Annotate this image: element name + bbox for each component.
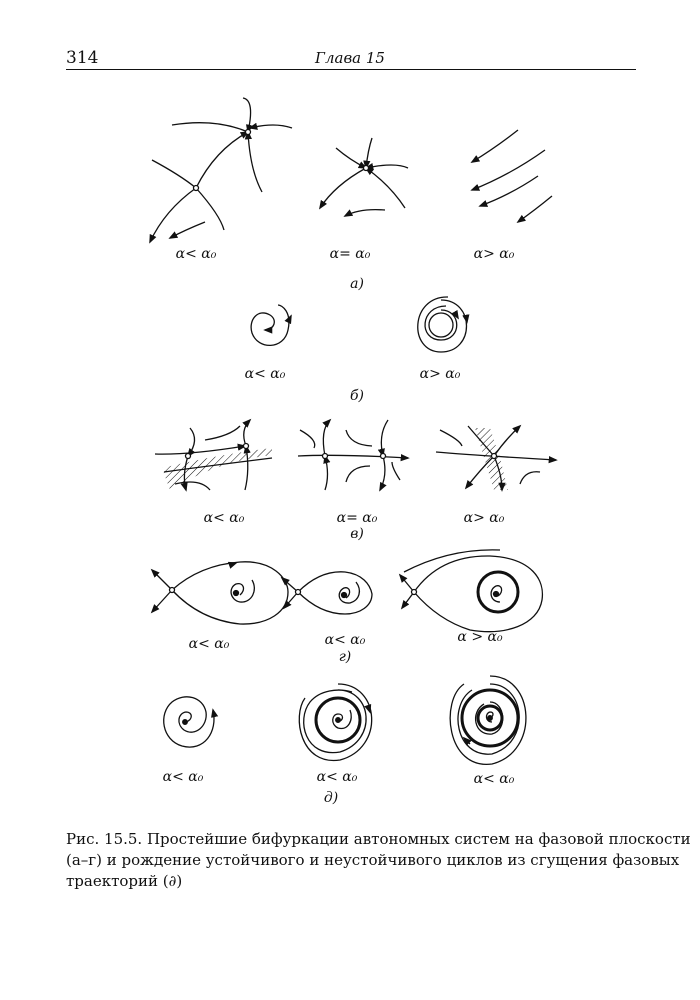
row-letter-label: б) (349, 388, 365, 404)
row-letter-label: а) (350, 276, 364, 292)
panel-condition-label: α> α₀ (463, 510, 505, 526)
panel-condition-label: α< α₀ (244, 366, 286, 382)
panel-condition-label: α> α₀ (473, 246, 515, 262)
caption-line-1: Рис. 15.5. Простейшие бифуркации автономных систем на фазовой плоскости (66, 830, 691, 848)
row-v-panel-3 (436, 426, 556, 490)
chapter-title: Глава 15 (315, 49, 385, 67)
panel-condition-label: α< α₀ (473, 771, 515, 787)
page-number: 314 (66, 48, 99, 68)
row-b-panel-2 (418, 297, 467, 352)
caption-line-3: траекторий (∂) (66, 872, 183, 890)
row-letter-label: в) (350, 526, 364, 542)
row-g-panel-2 (282, 572, 372, 614)
row-d-panel-1 (164, 697, 214, 747)
row-b-panel-1 (251, 305, 291, 345)
panel-condition-label: α< α₀ (175, 246, 217, 262)
panel-condition-label: α< α₀ (324, 632, 366, 648)
panel-condition-label: α< α₀ (188, 636, 230, 652)
figure-caption (66, 829, 691, 892)
panel-condition-label: α< α₀ (316, 769, 358, 785)
panel-condition-label: α< α₀ (203, 510, 245, 526)
panel-condition-label: α> α₀ (419, 366, 461, 382)
row-g-panel-1 (152, 562, 288, 624)
row-d-panel-3 (450, 676, 526, 764)
panel-condition-label: α< α₀ (162, 769, 204, 785)
row-a-panel-3 (472, 130, 552, 222)
row-a-panel-1 (150, 98, 292, 242)
row-v-panel-2 (298, 420, 408, 490)
row-letter-label: г) (338, 649, 352, 665)
panel-condition-label: α > α₀ (457, 629, 503, 645)
panel-condition-label: α= α₀ (336, 510, 378, 526)
panel-condition-label: α= α₀ (329, 246, 371, 262)
caption-line-2: (а–г) и рождение устойчивого и неустойчивого циклов из сгущения фазовых (66, 851, 680, 869)
row-d-panel-2 (299, 684, 371, 760)
row-a-panel-2 (320, 138, 408, 216)
row-g-panel-3 (400, 550, 542, 632)
row-v-panel-1 (155, 420, 272, 490)
row-letter-label: д) (323, 790, 339, 806)
